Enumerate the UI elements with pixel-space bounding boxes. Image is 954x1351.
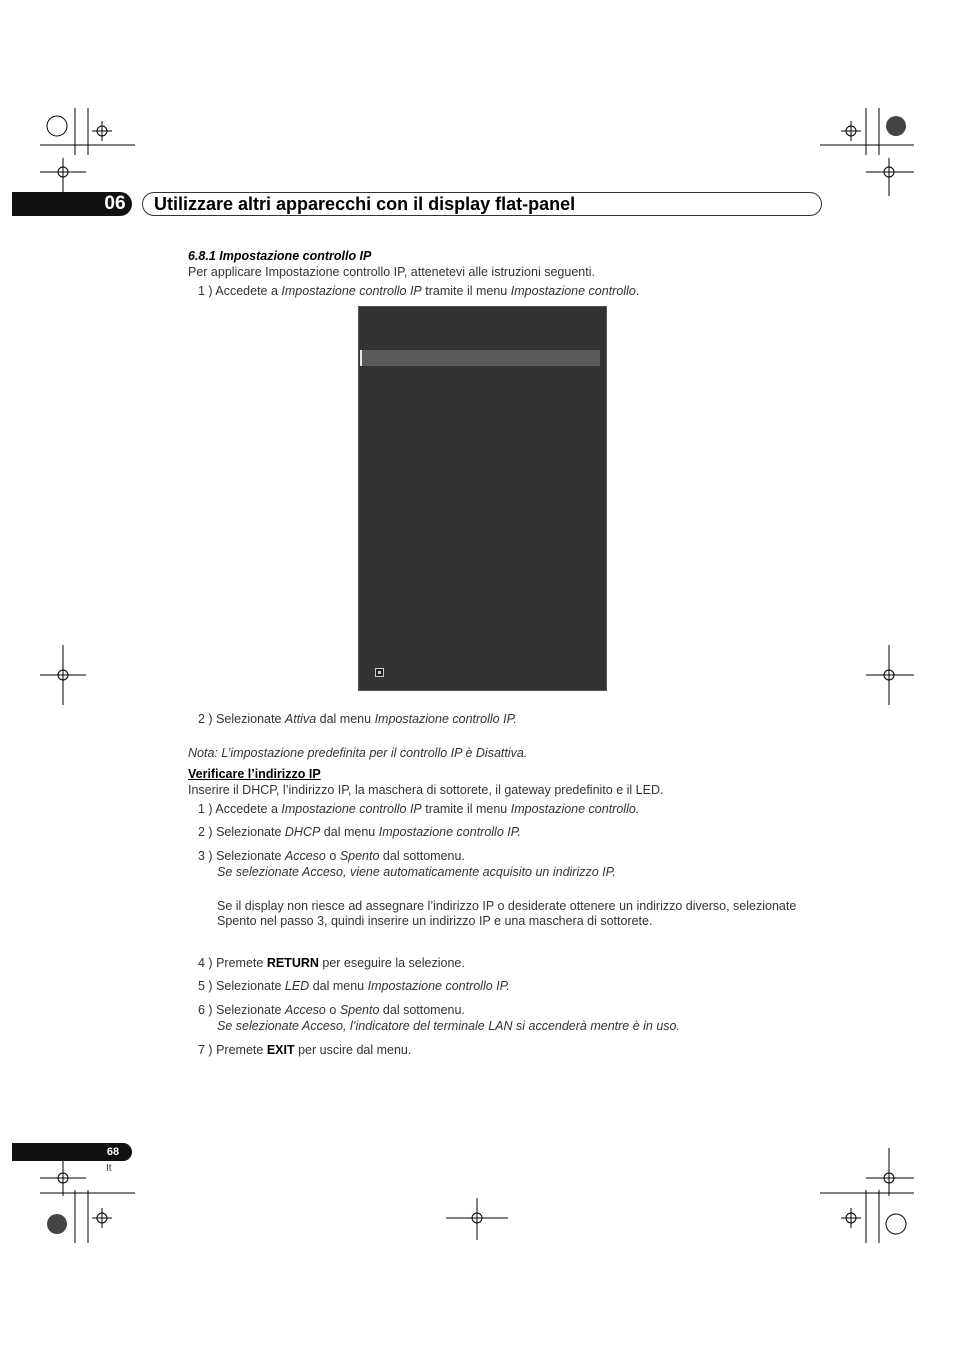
step-1: 1 ) Accedete a Impostazione controllo IP tramite il menu Impostazione controllo. xyxy=(198,284,640,298)
page-language: It xyxy=(106,1163,112,1174)
verify-step-6-note: Se selezionate Acceso, l’indicatore del terminale LAN si accenderà mentre è in uso. xyxy=(217,1019,680,1033)
verify-step-4: 4 ) Premete RETURN per eseguire la selezione. xyxy=(198,956,465,970)
chapter-number: 06 xyxy=(104,193,126,214)
menu-cursor xyxy=(360,350,362,366)
verify-step-1: 1 ) Accedete a Impostazione controllo IP tramite il menu Impostazione controllo. xyxy=(198,802,640,816)
verify-step-3-extra-1: Se il display non riesce ad assegnare l’indirizzo IP o desiderate ottenere un indirizzo diverso, selezionate xyxy=(217,899,797,913)
verify-step-2: 2 ) Selezionate DHCP dal menu Impostazione controllo IP. xyxy=(198,825,521,839)
verify-heading: Verificare l’indirizzo IP xyxy=(188,767,321,781)
verify-step-3-extra-2: Spento nel passo 3, quindi inserire un indirizzo IP e una maschera di sottorete. xyxy=(217,914,653,928)
verify-intro: Inserire il DHCP, l’indirizzo IP, la maschera di sottorete, il gateway predefinito e il LED. xyxy=(188,783,664,797)
page-number: 68 xyxy=(106,1146,120,1158)
verify-step-6: 6 ) Selezionate Acceso o Spento dal sottomenu. xyxy=(198,1003,465,1017)
verify-step-3-note: Se selezionate Acceso, viene automaticamente acquisito un indirizzo IP. xyxy=(217,865,616,879)
section-heading: 6.8.1 Impostazione controllo IP xyxy=(188,249,372,263)
step-2: 2 ) Selezionate Attiva dal menu Impostazione controllo IP. xyxy=(198,712,517,726)
chapter-title: Utilizzare altri apparecchi con il display flat-panel xyxy=(154,194,576,214)
verify-step-5: 5 ) Selezionate LED dal menu Impostazione controllo IP. xyxy=(198,979,510,993)
verify-step-3: 3 ) Selezionate Acceso o Spento dal sottomenu. xyxy=(198,849,465,863)
section-intro: Per applicare Impostazione controllo IP, attenetevi alle istruzioni seguenti. xyxy=(188,265,595,279)
verify-step-7: 7 ) Premete EXIT per uscire dal menu. xyxy=(198,1043,412,1057)
menu-highlight-row xyxy=(361,350,600,366)
note: Nota: L’impostazione predefinita per il controllo IP è Disattiva. xyxy=(188,746,528,760)
menu-exit-icon xyxy=(375,668,384,677)
